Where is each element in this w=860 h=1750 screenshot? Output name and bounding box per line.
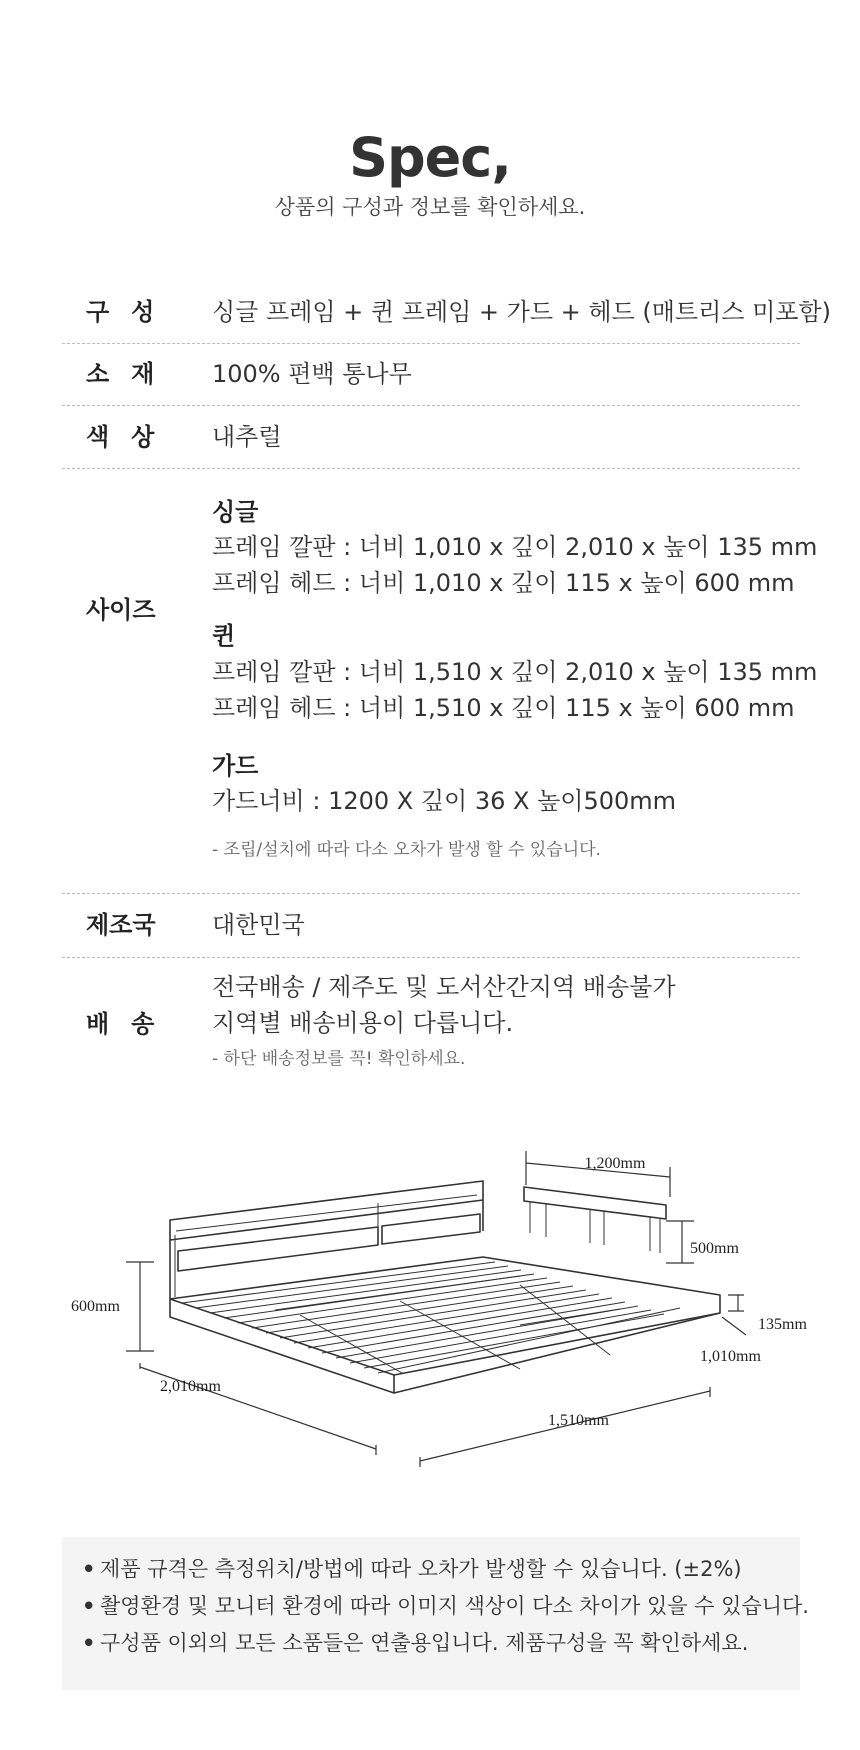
size-guard-line1: 가드너비 : 1200 X 깊이 36 X 높이500mm — [212, 787, 677, 815]
size-queen-title: 퀸 — [212, 622, 236, 650]
bullet-icon: • — [82, 1594, 96, 1618]
headboard-top — [170, 1181, 483, 1240]
dim-label-queen-width: 1,510mm — [548, 1412, 609, 1429]
bed-dimension-diagram — [0, 1145, 860, 1485]
spec-row-color — [62, 406, 800, 469]
notice-text: 촬영환경 및 모니터 환경에 따라 이미지 색상이 다소 차이가 있을 수 있습니다. — [100, 1594, 809, 1618]
spec-label-composition: 구성 — [86, 298, 177, 326]
size-guard-title: 가드 — [212, 752, 259, 780]
spec-row-material — [62, 344, 800, 406]
dim-label-guard-width: 1,200mm — [584, 1155, 646, 1172]
spec-label-size: 사이즈 — [86, 596, 156, 624]
bullet-icon: • — [82, 1557, 96, 1581]
spec-row-shipping — [62, 958, 800, 1088]
headboard-shelf-left — [178, 1227, 378, 1271]
spec-label-origin: 제조국 — [86, 911, 156, 939]
dim-label-guard-height: 500mm — [690, 1240, 739, 1257]
shipping-line2: 지역별 배송비용이 다릅니다. — [212, 1009, 514, 1037]
notice-item — [82, 1555, 742, 1583]
spec-value-color: 내추럴 — [212, 423, 282, 451]
size-single-line1: 프레임 깔판 : 너비 1,010 x 깊이 2,010 x 높이 135 mm — [212, 533, 818, 561]
bullet-icon: • — [82, 1631, 96, 1655]
notice-item — [82, 1592, 809, 1620]
page-subtitle: 상품의 구성과 정보를 확인하세요. — [274, 195, 586, 219]
spec-label-shipping: 배송 — [86, 1010, 177, 1038]
dim-label-head-height: 600mm — [71, 1298, 120, 1315]
shipping-line1: 전국배송 / 제주도 및 도서산간지역 배송불가 — [212, 973, 676, 1001]
dim-label-single-width: 1,010mm — [700, 1348, 761, 1365]
size-single-line2: 프레임 헤드 : 너비 1,010 x 깊이 115 x 높이 600 mm — [212, 569, 795, 597]
spec-row-size — [62, 469, 818, 894]
guard-top-rail — [524, 1187, 666, 1219]
notice-text: 제품 규격은 측정위치/방법에 따라 오차가 발생할 수 있습니다. (±2%) — [100, 1557, 742, 1581]
frame-slats — [182, 1262, 680, 1373]
size-queen-line1: 프레임 깔판 : 너비 1,510 x 깊이 2,010 x 높이 135 mm — [212, 658, 818, 686]
notice-box — [62, 1537, 809, 1690]
headboard-shelf-right — [382, 1214, 480, 1244]
dim-label-depth: 2,010mm — [160, 1378, 221, 1395]
size-single-title: 싱글 — [212, 498, 259, 526]
size-note: - 조립/설치에 따라 다소 오차가 발생 할 수 있습니다. — [212, 840, 601, 860]
bed-drawing — [170, 1181, 720, 1393]
shipping-note: - 하단 배송정보를 꼭! 확인하세요. — [212, 1049, 466, 1069]
notice-text: 구성품 이외의 모든 소품들은 연출용입니다. 제품구성을 꼭 확인하세요. — [100, 1631, 749, 1655]
size-queen-line2: 프레임 헤드 : 너비 1,510 x 깊이 115 x 높이 600 mm — [212, 694, 795, 722]
spec-value-origin: 대한민국 — [212, 911, 305, 939]
dim-label-frame-height: 135mm — [758, 1316, 807, 1333]
spec-value-composition: 싱글 프레임 + 퀸 프레임 + 가드 + 헤드 (매트리스 미포함) — [212, 298, 832, 326]
spec-label-color: 색상 — [86, 423, 177, 451]
notice-item — [82, 1629, 748, 1657]
dimension-lines — [126, 1151, 746, 1467]
spec-row-origin — [62, 894, 800, 958]
spec-row-composition — [62, 280, 832, 344]
spec-value-material: 100% 편백 통나무 — [212, 360, 412, 388]
page-title: Spec, — [349, 126, 511, 189]
spec-label-material: 소재 — [86, 360, 177, 388]
